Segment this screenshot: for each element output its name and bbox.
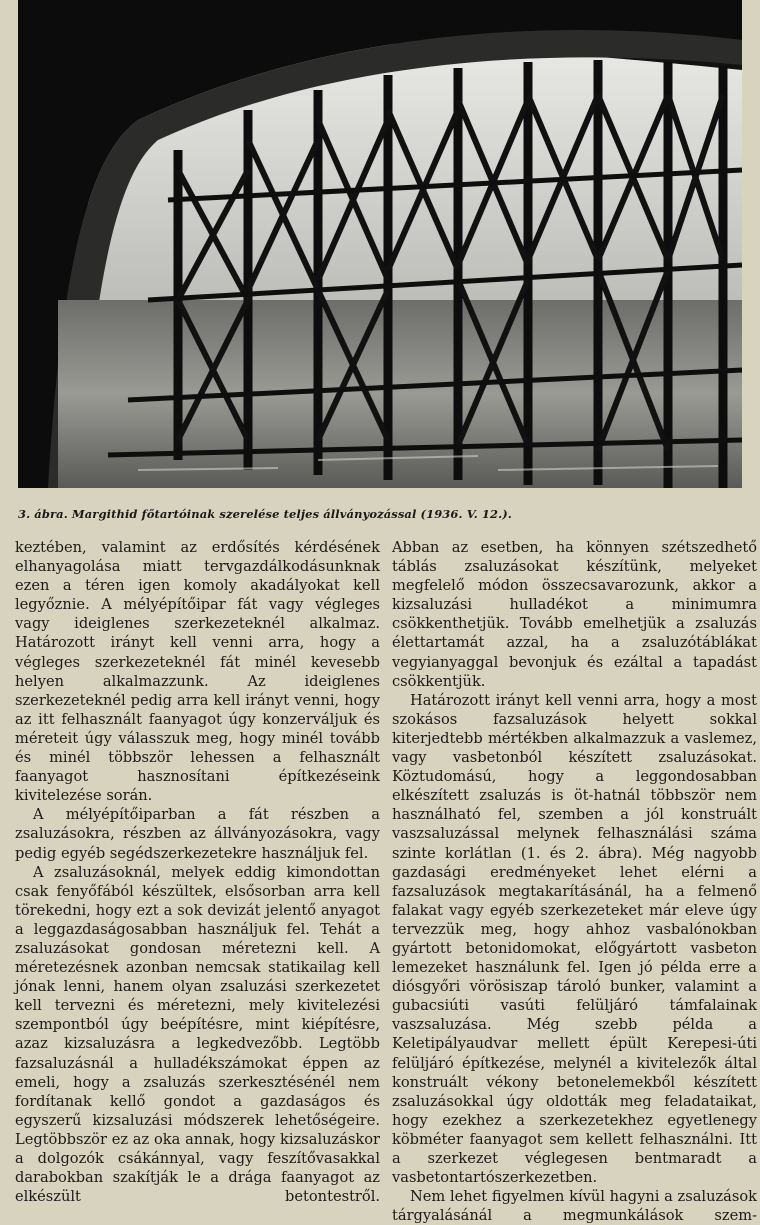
paragraph: A zsaluzásoknál, melyek eddig kimondottan csak fenyőfából készültek, elsősorban arra kell törekedni, hogy ezt a sok devizát jelentő anyagot a leggazdaságosabban használjuk fel. Tehát a zsaluzásokat gondosan méretezni kell. A méretezésnek azonban nemcsak statikailag kell jónak lenni, hanem olyan zsaluzási szerkezetet kell tervezni és méretezni, mely kivitelezési szempontból úgy beépítésre, mint kiépítésre, azaz kizsaluzásra a legkedvezőbb. Legtöbb fazsaluzásnál a hulladékszámokat éppen az emeli, hogy a zsaluzás szerkesztésénél nem fordítanak kellő gondot a gazdaságos és egyszerű kizsaluzási módszerek lehetőségeire. Legtöbbször ez az oka annak, hogy kizsaluzáskor a dolgozók csákánnyal, vagy feszítővasakkal darabokban szakítják le a drága faanyagot az elkészült betontestről. — [15, 863, 380, 1206]
photo-illustration — [18, 0, 742, 488]
paragraph: Határozott irányt kell venni arra, hogy a most szokásos fazsaluzások helyett sokkal kiterjedtebb mértékben alkalmazzuk a vaslemez, vagy vasbetonból készített zsaluzásokat. Köztudomású, hogy a leggondosabban elkészített zsaluzás is öt-hatnál többször nem használható fel, szemben a jól konstruált vaszsaluzással melynek felhasználási száma szinte korlátlan (1. és 2. ábra). Még nagyobb gazdasági eredményeket lehet elérni a fazsaluzások megtakarításánál, ha a felmenő falakat vagy egyéb szerkezeteket már eleve úgy tervezzük meg, hogy ahhoz vasbalónokban gyártott betonidomokat, előgyártott vasbeton lemezeket használunk fel. Igen jó példa erre a diósgyőri vörösiszap tároló bunker, valamint a gubacsiúti vasúti felüljáró támfalainak vaszsaluzása. Még szebb példa a Keletipályaudvar mellett épült Kerepesi-úti felüljáró építkezése, melynél a kivitelezők által konstruált vékony betonelemekből készített zsaluzásokkal úgy oldották meg feladataikat, hogy ezekhez a szerkezetekhez egyetlenegy köbméter faanyagot sem kellett felhasználni. Itt a szerkezet véglegesen bentmaradt a vasbetontartószerkezetben. — [392, 691, 757, 1187]
figure-caption: 3. ábra. Margithid főtartóinak szerelése teljes állványozással (1936. V. 12.). — [18, 507, 512, 521]
paragraph: Abban az esetben, ha könnyen szétszedhető táblás zsaluzásokat készítünk, melyeket megfelelő módon összecsavarozunk, akkor a kizsaluzási hulladékot a minimumra csökkenthetjük. Tovább emelhetjük a zsaluzás élettartamát azzal, ha a zsaluzótáblákat vegyianyaggal bevonjuk és ezáltal a tapadást csökkentjük. — [392, 539, 757, 690]
paragraph: keztében, valamint az erdősítés kérdésének elhanyagolása miatt tervgazdálkodásunknak ezen a téren igen komoly akadályokat kell legyőznie. A mélyépítőipar fát vagy végleges vagy ideiglenes szerkezeteknél alkalmaz. Határozott irányt kell venni arra, hogy a végleges szerkezeteknél fát minél kevesebb helyen alkalmazzunk. Az ideiglenes szerkezeteknél pedig arra kell irányt venni, hogy az itt felhasznált faanyagot úgy konzerváljuk és méreteit úgy válasszuk meg, hogy minél tovább és minél többször lehessen a felhasznált faanyagot hasznosítani építkezéseink kivitelezése során. — [15, 539, 380, 805]
paragraph: A mélyépítőiparban a fát részben a zsaluzásokra, részben az állványozásokra, vagy pedig egyéb segédszerkezetekre használjuk fel. — [15, 806, 380, 862]
paragraph: Nem lehet figyelmen kívül hagyni a zsaluzások tárgyalásánál a megmunkálások szem- — [392, 1188, 757, 1225]
right-text-column — [392, 538, 757, 1225]
bridge-scaffolding-photo — [18, 0, 742, 488]
left-text-column — [15, 538, 380, 1206]
